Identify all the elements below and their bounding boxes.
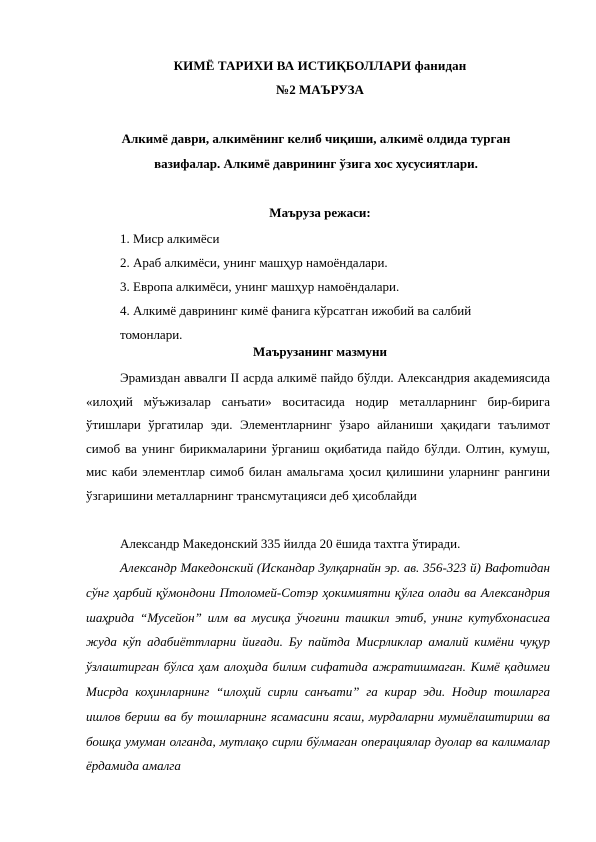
plan-item: 3. Европа алкимёси, унинг машҳур намоёндалари. — [120, 279, 400, 294]
plan-item: 4. Алкимё даврининг кимё фанига кўрсатган ижобий ва салбий — [120, 303, 472, 318]
topic-line-1: Алкимё даври, алкимёнинг келиб чиқиши, алкимё олдида турган — [121, 131, 511, 146]
lecture-number: №2 МАЪРУЗА — [276, 82, 364, 97]
course-title: КИМЁ ТАРИХИ ВА ИСТИҚБОЛЛАРИ фанидан — [173, 58, 467, 73]
plan-item: томонлари. — [120, 327, 183, 342]
content-paragraph-1: Эрамиздан аввалги II асрда алкимё пайдо бўлди. Александрия академиясида «илоҳий мўъжизалар санъати» воситасида нодир металларнинг бир-бирига ўтишлари ўргатилар эди. Элементларнинг ўзаро айланиши ҳақидаги таълимот симоб ва унинг бирикмаларини ўрганиш оқибатида пайдо бўлди. Олтин, кумуш, мис каби элементлар симоб билан амальгама ҳосил қилишини уларнинг рангини ўзгаришини металларнинг трансмутацияси деб ҳисоблайди — [86, 370, 550, 503]
plan-heading: Маъруза режаси: — [269, 205, 371, 220]
content-paragraph-3: Александр Македонский (Искандар Зулқарнайн эр. ав. 356-323 й) Вафотидан сўнг ҳарбий қўмондони Птоломей-Сотэр ҳокимиятни қўлга олади ва Александрия шаҳрида “Мусейон” илм ва мусиқа ўчоғини ташкил этиб, унинг кутубхонасига жуда кўп адабиёттларни йиғади. Бу пайтда Мисрликлар амалий кимёни чуқур ўзлаштирган бўлса ҳам алоҳида билим сифатида ажратишмаган. Кимё қадимги Мисрда коҳинларнинг “илоҳий сирли санъати” га кирар эди. Нодир тошларга ишлов бериш ва бу тошларнинг ясамасини ясаш, мурдаларни мумиёлаштириш ва бошқа умуман олганда, мутлақо сирли бўлмаган операциялар дуолар ва калималар ёрдамида амалга — [86, 560, 550, 774]
topic-line-2: вазифалар. Алкимё даврининг ўзига хос хусусиятлари. — [154, 156, 478, 171]
plan-item: 2. Араб алкимёси, унинг машҳур намоёндалари. — [120, 255, 388, 270]
plan-item: 1. Миср алкимёси — [120, 231, 220, 246]
plan-list — [120, 227, 540, 347]
lecture-topic — [96, 126, 536, 176]
content-paragraph-2: Александр Македонский 335 йилда 20 ёшида тахтга ўтиради. — [120, 536, 461, 551]
content-heading: Маърузанинг мазмуни — [253, 344, 387, 359]
